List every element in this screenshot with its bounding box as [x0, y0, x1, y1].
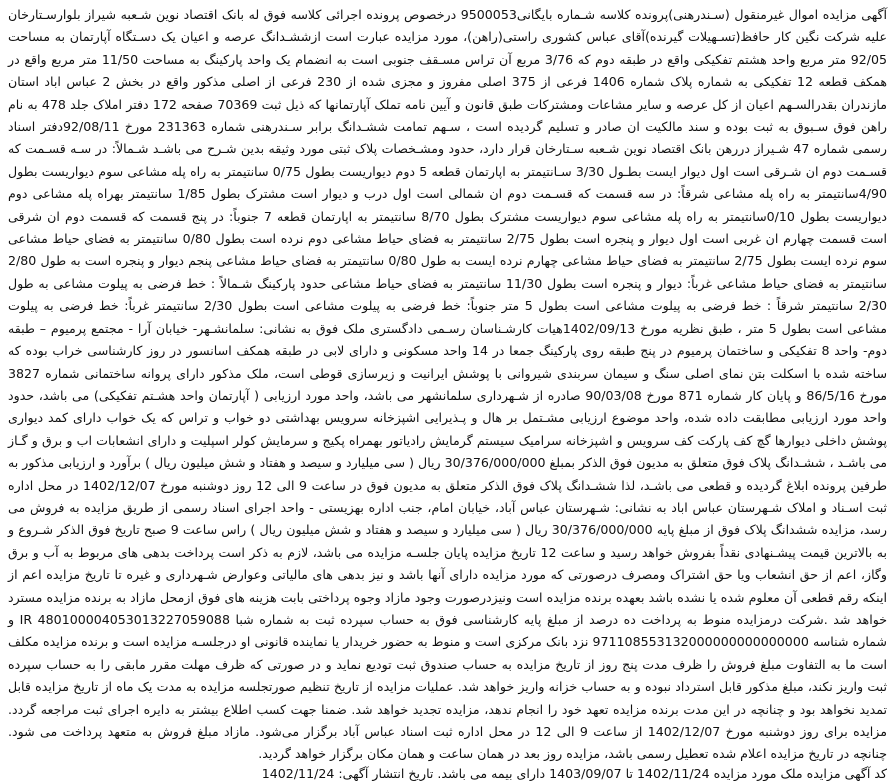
publication-date-line: کد آگهی مزایده ملک مورد مزایده 1402/11/24 تا 1403/09/07 دارای بیمه می باشد. تاریخ انتشار آگهی: 1402/11/24 [261, 765, 887, 781]
auction-notice-text: آگهی مزایده اموال غیرمنقول (سـندرهنی)پرونده کلاسه شـماره بایگانی9500053 درخصوص پرونده اجرائی کلاسه فوق له بانک اقتصاد نوین شـعبه شیراز بلوارسـتارخان علیه شرکت نگین کار حافظ(تسـهیلات گیرنده)آقای عباس کشوری راستی(راهن)، مورد مزایده عبارت است ازششـدانگ عرصه و اعیان یک دسـتگاه آپارتمان به مساحت 92/05 متر مربع واحد هشتم تفکیکی واقع در طبقه دوم که 3/76 مربع آن تراس مسـقف جنوبی است به انضمام یک واحد پارکینگ به مساحت 11/50 متر مربع واقع در همکف قطعه 12 تفکیکی به شماره پلاک شماره 1406 فرعی از 375 اصلی مفروز و مجزی شده از 230 فرعی از اصلی مذکور واقع در بخش 2 عباس اباد استان مازندران بقدرالسـهم اعیان از کل عرصه و سایر مشاعات ومشترکات طبق قانون و آیین نامه تملک آپارتمانها که ذیل ثبت 70369 صفحه 172 دفتر املاک جلد 478 به نام راهن فوق سـبوق به ثبت بوده و سند مالکیت ان صادر و تسلیم گردیده است ، سـهم تمامت ششـدانگ برابر سـندرهنی شماره 231363 مورخ 92/08/11دفتر اسناد رسمی شماره 47 شـیراز دررهن بانک اقتصاد نوین شـعبه سـتارخان قرار دارد، حدود ومشـخصات پلاک ثبتی مورد وثیقه بدین شـرح می باشـد شـمالاً: در سـه قسـمت که قسـمت دوم ان شـرقی است اول دیوار ایست بطـول 3/30 سـانتیمتر به اپارتمان قطعه 5 دوم دیواریست بطول 0/75 سانتیمتر به راه پله مشاعی سوم دیواریست بطول 4/90سانتیمتر به راه پله مشاعی شرقاً: در سه قسمت که قسـمت دوم ان شمالی است اول درب و دیوار است مشترک بطول 1/85 سانتیمتر بهراه پله مشاعی دوم دیواریست بطول 0/10سانتیمتر به راه پله مشاعی سوم دیواریست مشترک بطول 8/70 سانتیمتر به اپارتمان قطعه 7 جنوباً: در پنج قسمت که قسمت دوم ان شرقی است قسمت چهارم ان غربی است اول دیوار و پنجره است بطول 2/75 سانتیمتر به فضای حیاط مشاعی دوم نرده است بطول 0/80 سانتیمتر به فضای حیاط مشاعی سوم نرده ایست بطول 2/75 سانتیمتر به فضای حیاط مشاعی چهارم نرده ایست به طول 0/80 سانتیمتر به فضای حیاط مشاعی پنجم دیوار و پنجره است به طول 2/80 سانتیمتر به فضای حیاط مشاعی غرباً: دیوار و پنجره است بطول 11/30 سانتیمتر به فضای حیاط مشاعی حدود پارکینگ شـمالاً : خط فرضی به پیلوت مشاعی به طول 2/30 سانتیمتر شرقاً : خط فرضی به پیلوت مشاعی است بطول 5 متر جنوباً: خط فرضی به پیلوت مشاعی است بطول 2/30 سانتیمتر غرباً: خط فرضی به پیلوت مشاعی است بطول 5 متر ، طبق نظریه مورخ 1402/09/13هیات کارشـناسان رسـمی دادگستری ملک فوق به نشانی: سلمانشـهر- خیابان آرا - مجتمع پرمیوم – طبقه دوم- واحد 8 تفکیکی و ساختمان پرمیوم در پنج طبقه روی پارکینگ جمعا در 14 واحد مسکونی و دارای لابی در طبقه همکف اسانسور در روز کارشناسی خراب بوده که ساخته شده با اسکلت بتن نمای اصلی سنگ و سیمان سربندی شیروانی با پوشش ایرانیت و زیرسازی قوطی است، ملک مذکور دارای پروانه ساختمانی شماره 3827 مورخ 86/5/16 و پایان کار شماره 871 مورخ 90/03/08 صادره از شـهرداری سلمانشهر می باشد، واحد مورد ارزیابی ( آپارتمان واحد هشـتم تفکیکی) می باشد، حدود واحد مورد ارزیابی مطابقت داده شده، واحد موضوع ارزیابی مشـتمل بر هال و پـذیرایی اشپزخانه سرویس بهداشتی دو خواب و تراس که یک خواب دارای کمد دیواری پوشش داخلی دیوارها گچ کف پارکت کف سرویس و اشپزخانه سرامیک سیستم گرمایش رادیاتور بهمراه پکیج و سرمایش کولر اسپلیت و دارای انشعابات اب و برق و گـاز می باشـد ، ششـدانگ پلاک فوق متعلق به مدیون فوق الذکر بمبلغ 30/376/000/000 ریال ( سی میلیارد و سیصد و هفتاد و شش میلیون ریال ) برآورد و ارزیابی مذکور به طرفین پرونده ابلاغ گردیده و قطعی می باشـد، لذا ششـدانگ پلاک فوق الذکر متعلق به مدیون فوق در ساعت 9 الی 12 روز دوشنبه مورخ 1402/12/07 در محل اداره ثبت اسـناد و املاک شـهرستان عباس اباد به نشانی: شـهرستان عباس آباد، خیابان امام، جنب اداره بهزیستی - واحد اجرای اسناد رسمی از طریق مزایده به فروش می رسد، مزایده ششدانگ پلاک فوق از مبلغ پایه 30/376/000/000 ریال ( سی میلیارد و سیصد و هفتاد و شش میلیون ریال ) راس ساعت 9 صبح تاریخ فوق الذکر شـروع و به بالاترین قیمت پیشـنهادی نقداً بفروش خواهد رسید و ساعت 12 تاریخ مزایده پایان جلسـه مزایده می باشد، لازم به ذکر است پرداخت بدهی های مربوط به آب و برق وگاز، اعم از حق انشعاب ویا حق اشتراک ومصرف درصورتی که مورد مزایده دارای آنها باشد و نیز بدهی های مالیاتی وعوارض شـهرداری و غیره تا تاریخ مزایده اعم از اینکه رقم قطعی آن معلوم شده یا نشده باشد بعهده برنده مزایده است ونیزدرصورت وجود مازاد وجوه پرداختی بابت هزینه های فوق ازمحل مازاد به برنده مزایده مسترد خواهد شد .شرکت درمزایده منوط به پرداخت ده درصد از مبلغ پایه کارشناسی فوق به حساب سپرده ثبت به شماره شبا IR 480100004053013227059088 و شماره شناسه 971108553132000000000000000 نزد بانک مرکزی است و منوط به حضور خریدار یا نماینده قانونی او درجلسـه مزایده است و برنده مزایده مکلف است ما به التفاوت مبلغ فروش را ظرف مدت پنج روز از تاریخ مزایده به حساب صندوق ثبت تودیع نماید و در صورتی که ظرف مهلت مقرر مابقی را به حساب سپرده ثبت واریز نکند، مبلغ مذکور قابل استرداد نبوده و به حساب خزانه واریز خواهد شد. عملیات مزایده از تاریخ تنظیم صورتجلسه مزایده به مدت یک ماه از تاریخ مزایده قابل تمدید نخواهد بود و چنانچه در این مدت برنده مزایده تعهد خود را انجام ندهد، مزایده تجدید خواهد شد. ضمنا جهت کسب اطلاع بیشتر به دایره اجرای ثبت مراجعه گردد. مزایده برای روز دوشنبه مورخ 1402/12/07 از ساعت 9 الی 12 در محل اداره ثبت اسناد عباس آباد برگزار می‌شود. مازاد مبلغ فروش به متعهد پرداخت می شود. چنانچه در تاریخ مزایده اعلام شده تعطیل رسمی باشد، مزایده روز بعد در همان ساعت و همان مکان برگزار خواهد گردید. [8, 7, 888, 762]
